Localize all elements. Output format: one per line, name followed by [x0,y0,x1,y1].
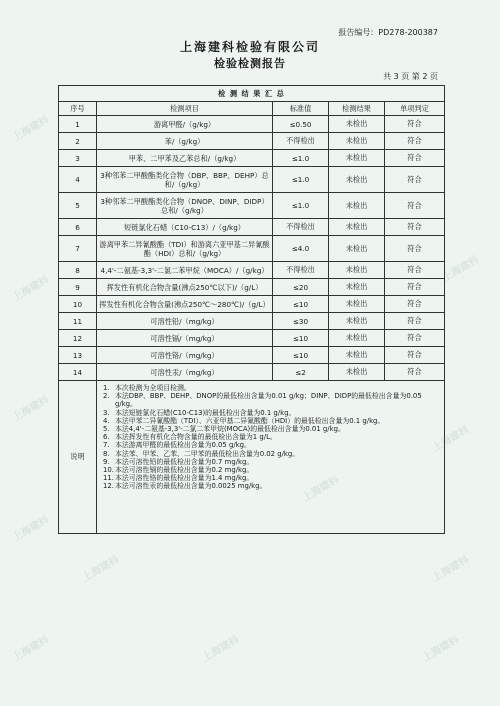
note-item: 12.本法可溶性汞的最低检出含量为0.0025 mg/kg。 [103,482,267,491]
cell-std: ≤10 [273,330,329,347]
watermark: 上海建科 [10,114,52,144]
cell-result: 未检出 [329,167,385,193]
cell-std: ≤1.0 [273,150,329,167]
cell-verdict: 符合 [385,262,445,279]
cell-std: ≤30 [273,313,329,330]
cell-no: 12 [59,330,97,347]
note-item: 6. 本法挥发性有机化合物含量的最低检出含量为1 g/L。 [103,433,277,442]
cell-no: 1 [59,116,97,133]
cell-item: 可溶性铬/（mg/kg） [97,347,273,364]
cell-item: 4,4'-二氨基-3,3'-二氯二苯甲烷（MOCA）/（g/kg） [97,262,273,279]
column-header: 检测结果 [329,102,385,116]
column-header: 标准值 [273,102,329,116]
notes-cell [97,381,445,534]
cell-result: 未检出 [329,236,385,262]
cell-item: 3种邻苯二甲酸酯类化合物（DNOP、DINP、DIDP）总和/（g/kg） [97,193,273,219]
cell-no: 2 [59,133,97,150]
cell-verdict: 符合 [385,193,445,219]
cell-no: 13 [59,347,97,364]
cell-std: 不得检出 [273,262,329,279]
watermark: 上海建科 [10,634,52,664]
notes-row [59,381,445,534]
table-row [59,279,445,296]
cell-no: 10 [59,296,97,313]
cell-no: 5 [59,193,97,219]
note-item: 7. 本法游离甲醛的最低检出含量为0.05 g/kg。 [103,441,251,450]
results-table [58,85,445,534]
cell-verdict: 符合 [385,150,445,167]
cell-item: 挥发性有机化合物含量(沸点250℃以下)/（g/L） [97,279,273,296]
note-text: 本法短链氯化石蜡(C10-C13)的最低检出含量为0.1 g/kg。 [115,408,296,417]
table-row [59,150,445,167]
table-row [59,193,445,219]
cell-result: 未检出 [329,193,385,219]
cell-item: 甲苯、二甲苯及乙苯总和/（g/kg） [97,150,273,167]
note-text: 本次检测为全项目检测。 [115,384,191,392]
cell-no: 3 [59,150,97,167]
cell-verdict: 符合 [385,296,445,313]
note-text: 本法苯、甲苯、乙苯、二甲苯的最低检出含量为0.02 g/kg。 [115,449,300,458]
note-text: 本法4,4'-二氨基-3,3'-二氯二苯甲烷(MOCA)的最低检出含量为0.01 g/kg。 [115,425,345,434]
section-title: 检 测 结 果 汇 总 [59,86,445,102]
table-row [59,296,445,313]
company-name: 上海建科检验有限公司 [179,40,320,54]
cell-verdict: 符合 [385,116,445,133]
cell-item: 游离甲醛/（g/kg） [97,116,273,133]
table-row [59,262,445,279]
cell-verdict: 符合 [385,219,445,236]
watermark: 上海建科 [80,554,122,584]
cell-result: 未检出 [329,133,385,150]
cell-verdict: 符合 [385,236,445,262]
note-text: 本法可溶性汞的最低检出含量为0.0025 mg/kg。 [115,482,267,491]
watermark: 上海建科 [440,254,482,284]
cell-result: 未检出 [329,279,385,296]
cell-std: ≤1.0 [273,193,329,219]
cell-verdict: 符合 [385,279,445,296]
note-text: 本法甲苯二异氰酸酯（TDI）、六亚甲基二异氰酸酯（HDI）的最低检出含量为0.1 g/kg。 [115,416,385,425]
table-row [59,219,445,236]
cell-std: ≤10 [273,296,329,313]
cell-std: ≤2 [273,364,329,381]
watermark: 上海建科 [10,274,52,304]
cell-no: 8 [59,262,97,279]
note-item: 11.本法可溶性铬的最低检出含量为1.4 mg/kg。 [103,474,254,483]
table-row [59,313,445,330]
cell-result: 未检出 [329,313,385,330]
column-header-row [59,102,445,116]
cell-verdict: 符合 [385,330,445,347]
cell-verdict: 符合 [385,167,445,193]
cell-std: ≤10 [273,347,329,364]
cell-std: ≤20 [273,279,329,296]
table-row [59,236,445,262]
column-header: 检测项目 [97,102,273,116]
note-item: 4. 本法甲苯二异氰酸酯（TDI）、六亚甲基二异氰酸酯（HDI）的最低检出含量为0.1 g/kg。 [103,416,385,425]
table-row [59,133,445,150]
note-text: 本法挥发性有机化合物含量的最低检出含量为1 g/L。 [115,433,277,442]
cell-no: 7 [59,236,97,262]
cell-item: 3种邻苯二甲酸酯类化合物（DBP、BBP、DEHP）总和/（g/kg） [97,167,273,193]
note-item: 5. 本法4,4'-二氨基-3,3'-二氯二苯甲烷(MOCA)的最低检出含量为0.01 g/kg。 [103,425,345,434]
watermark: 上海建科 [430,554,472,584]
note-text: 本法DBP、BBP、DEHP、DNOP的最低检出含量为0.01 g/kg；DINP、DIDP的最低检出含量为0.05 g/kg。 [115,392,422,409]
cell-no: 11 [59,313,97,330]
cell-verdict: 符合 [385,364,445,381]
cell-verdict: 符合 [385,347,445,364]
watermark: 上海建科 [420,634,462,664]
cell-std: ≤4.0 [273,236,329,262]
cell-result: 未检出 [329,330,385,347]
cell-no: 14 [59,364,97,381]
note-item: 3. 本法短链氯化石蜡(C10-C13)的最低检出含量为0.1 g/kg。 [103,408,296,417]
cell-item: 可溶性汞/（mg/kg） [97,364,273,381]
note-text: 本法可溶性镉的最低检出含量为0.2 mg/kg。 [115,466,254,475]
note-text: 本法游离甲醛的最低检出含量为0.05 g/kg。 [115,441,251,450]
note-item: 9. 本法可溶性铅的最低检出含量为0.7 mg/kg。 [103,457,254,466]
cell-verdict: 符合 [385,313,445,330]
note-text: 本法可溶性铬的最低检出含量为1.4 mg/kg。 [115,474,254,483]
cell-item: 游离甲苯二异氰酸酯（TDI）和游离六亚甲基二异氰酸酯（HDI）总和/（g/kg） [97,236,273,262]
table-row [59,364,445,381]
note-item: 2. 本法DBP、BBP、DEHP、DNOP的最低检出含量为0.01 g/kg；DINP、DIDP的最低检出含量为0.05 g/kg。 [103,392,422,409]
cell-item: 短链氯化石蜡（C10-C13）/（g/kg） [97,219,273,236]
cell-result: 未检出 [329,296,385,313]
cell-std: 不得检出 [273,219,329,236]
table-row [59,167,445,193]
cell-std: 不得检出 [273,133,329,150]
watermark: 上海建科 [200,634,242,664]
notes-label: 说明 [59,381,97,534]
table-row [59,116,445,133]
cell-verdict: 符合 [385,133,445,150]
cell-item: 可溶性铅/（mg/kg） [97,313,273,330]
cell-item: 苯/（g/kg） [97,133,273,150]
table-row [59,330,445,347]
note-item: 10.本法可溶性镉的最低检出含量为0.2 mg/kg。 [103,466,254,475]
watermark: 上海建科 [10,394,52,424]
notes-list [103,384,440,491]
watermark: 上海建科 [300,474,342,504]
cell-item: 可溶性镉/（mg/kg） [97,330,273,347]
report-title: 检验检测报告 [214,57,286,70]
column-header: 单项判定 [385,102,445,116]
report-number: 报告编号：PD278-200387 [338,28,438,37]
cell-no: 4 [59,167,97,193]
cell-no: 9 [59,279,97,296]
note-item: 8. 本法苯、甲苯、乙苯、二甲苯的最低检出含量为0.02 g/kg。 [103,449,300,458]
watermark: 上海建科 [10,514,52,544]
note-item: 1. 本次检测为全项目检测。 [103,384,191,392]
cell-item: 挥发性有机化合物含量(沸点250℃～280℃)/（g/L） [97,296,273,313]
watermark: 上海建科 [430,424,472,454]
cell-result: 未检出 [329,150,385,167]
cell-result: 未检出 [329,364,385,381]
cell-no: 6 [59,219,97,236]
cell-result: 未检出 [329,116,385,133]
note-text: 本法可溶性铅的最低检出含量为0.7 mg/kg。 [115,457,254,466]
cell-result: 未检出 [329,347,385,364]
cell-std: ≤0.50 [273,116,329,133]
cell-result: 未检出 [329,219,385,236]
column-header: 序号 [59,102,97,116]
table-row [59,347,445,364]
page-info: 共 3 页 第 2 页 [383,72,438,81]
cell-std: ≤1.0 [273,167,329,193]
cell-result: 未检出 [329,262,385,279]
